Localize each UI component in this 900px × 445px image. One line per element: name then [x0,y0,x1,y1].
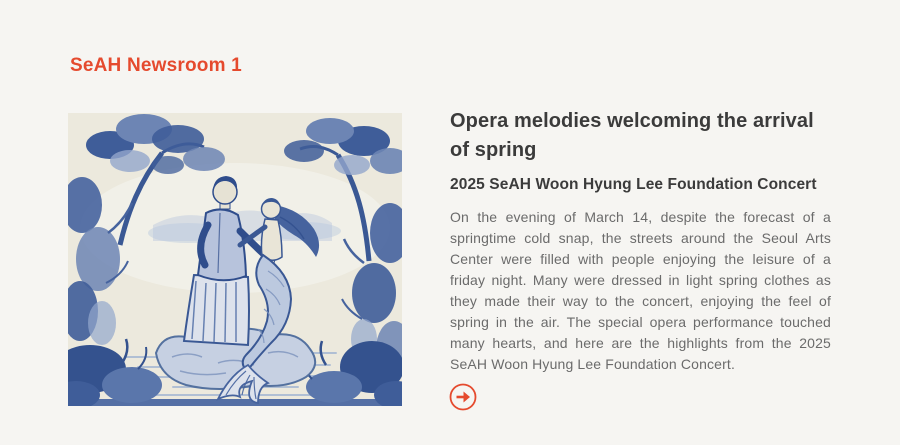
article-thumbnail[interactable] [68,113,402,406]
newsroom-section-title: SeAH Newsroom 1 [70,55,242,76]
article-subtitle: 2025 SeAH Woon Hyung Lee Foundation Concert [450,176,817,193]
article-title: Opera melodies welcoming the arrival of spring [450,110,814,161]
article-body-text: On the evening of March 14, despite the forecast of a springtime cold snap, the streets around the Seoul Arts Center were filled with people enjoying the leisure of a friday night. Many were dressed in light spring clothes as they made their way to the concert, enjoying the feel of spring in the air. The special opera performance touched many hearts, and here are the highlights from the 2025 SeAH Woon Hyung Lee Foundation Concert. [450,209,831,372]
read-more-button[interactable] [449,383,477,411]
arrow-right-circle-icon [449,383,477,411]
article-text-column [450,107,831,375]
toile-illustration-image [68,113,402,406]
